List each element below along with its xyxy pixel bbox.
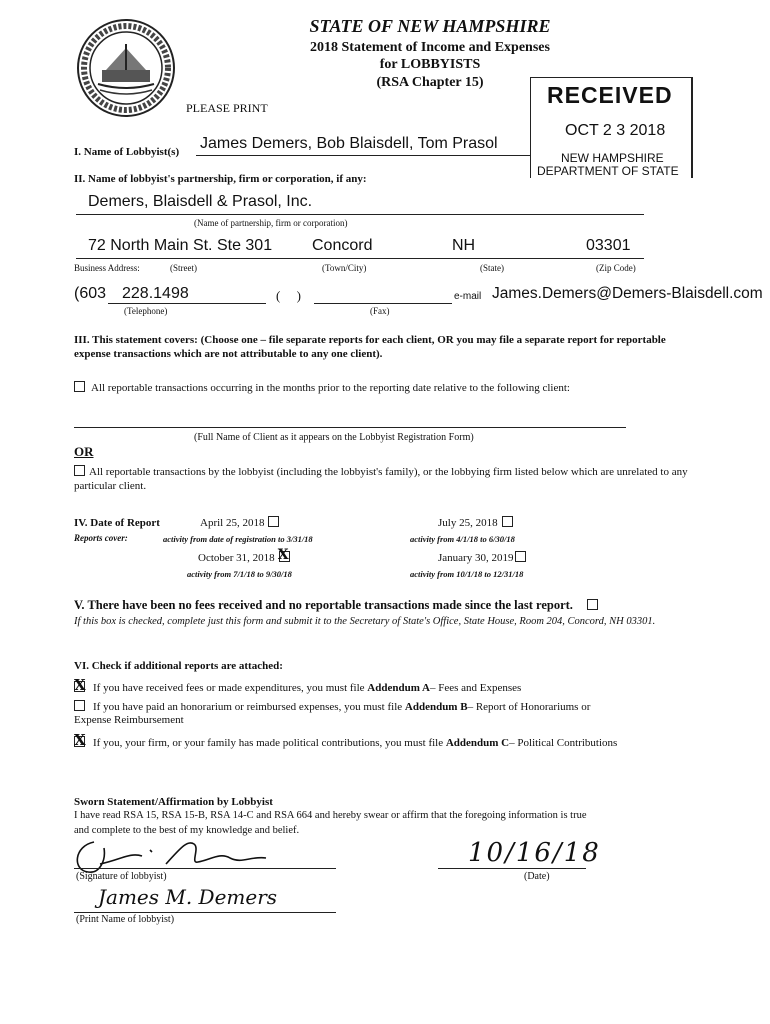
city-caption: (Town/City) — [322, 263, 367, 273]
sworn-text-1: I have read RSA 15, RSA 15-B, RSA 14-C and RSA 664 and hereby swear or affirm that the foregoing information is true — [74, 810, 587, 821]
or-label: OR — [74, 444, 94, 459]
report-january-sub: activity from 10/1/18 to 12/31/18 — [410, 569, 524, 579]
stamp-line1: NEW HAMPSHIRE — [561, 151, 664, 165]
addendum-a-checkbox[interactable] — [74, 676, 86, 694]
report-date-january: January 30, 2019 — [438, 551, 526, 564]
no-fees-checkbox[interactable] — [587, 599, 598, 610]
report-date-july: July 25, 2018 — [438, 516, 513, 529]
client-caption: (Full Name of Client as it appears on the Lobbyist Registration Form) — [194, 432, 474, 443]
area-code: (603 — [74, 285, 107, 302]
email-field[interactable]: James.Demers@Demers-Blaisdell.com — [492, 285, 763, 302]
city-field[interactable]: Concord — [312, 237, 373, 254]
state-caption: (State) — [480, 263, 504, 273]
please-print-label: PLEASE PRINT — [186, 101, 268, 115]
addendum-a-mark: X — [74, 676, 86, 694]
additional-reports-label: VI. Check if additional reports are attached: — [74, 660, 283, 672]
stamp-date: OCT 2 3 2018 — [565, 122, 666, 139]
no-fees-note: If this box is checked, complete just this form and submit it to the Secretary of State's Office, State House, Room 204, Concord, NH 03301. — [74, 616, 656, 627]
fax-caption: (Fax) — [370, 306, 390, 316]
form-statement-title: 2018 Statement of Income and Expenses — [310, 40, 550, 55]
report-july-sub: activity from 4/1/18 to 6/30/18 — [410, 534, 515, 544]
zip-caption: (Zip Code) — [596, 263, 636, 273]
area-code-value[interactable]: 603 — [79, 285, 107, 302]
state-field[interactable]: NH — [452, 237, 476, 254]
print-name-field[interactable]: James M. Demers — [98, 885, 278, 909]
addendum-b-row: If you have paid an honorarium or reimbursed expenses, you must file Addendum B– Report of Honorariums or — [74, 700, 590, 713]
report-date-april: April 25, 2018 — [200, 516, 279, 529]
report-october-sub: activity from 7/1/18 to 9/30/18 — [187, 569, 292, 579]
state-seal — [76, 18, 176, 118]
client-option-text: All reportable transactions occurring in the months prior to the reporting date relative to the following client: — [91, 382, 570, 394]
firm-caption: (Name of partnership, firm or corporation) — [194, 218, 348, 228]
telephone-caption: (Telephone) — [124, 306, 168, 316]
form-rsa-line: (RSA Chapter 15) — [376, 75, 484, 90]
phone-field[interactable]: 228.1498 — [122, 285, 189, 302]
statement-covers-label: III. This statement covers: (Choose one – file separate reports for each client, OR you may file a separate report for reportable expense transactions which are not attributable to any one client). — [74, 334, 666, 360]
street-field[interactable]: 72 North Main St. Ste 301 — [88, 237, 273, 254]
july-checkbox[interactable] — [502, 516, 513, 527]
unrelated-option-checkbox[interactable] — [74, 465, 85, 476]
date-caption: (Date) — [524, 871, 550, 882]
october-check-mark: X — [277, 547, 289, 563]
zip-field[interactable]: 03301 — [586, 237, 631, 254]
form-state-title: STATE OF NEW HAMPSHIRE — [309, 16, 551, 36]
signature-caption: (Signature of lobbyist) — [76, 871, 167, 882]
stamp-line2: DEPARTMENT OF STATE — [537, 164, 679, 178]
client-option — [74, 381, 570, 394]
addendum-c-row: X If you, your firm, or your family has made political contributions, you must file Addendum C– Political Contributions — [74, 731, 618, 749]
april-checkbox[interactable] — [268, 516, 279, 527]
sworn-title: Sworn Statement/Affirmation by Lobbyist — [74, 796, 273, 808]
sign-date-field[interactable]: 10/16/18 — [468, 838, 601, 868]
firm-label: II. Name of lobbyist's partnership, firm or corporation, if any: — [74, 173, 367, 185]
no-fees-line — [74, 598, 598, 613]
fax-paren: ( ) — [276, 288, 301, 303]
addendum-c-mark: X — [74, 731, 86, 749]
print-name-caption: (Print Name of lobbyist) — [76, 914, 175, 925]
no-fees-label: V. There have been no fees received and no reportable transactions made since the last report. — [74, 598, 573, 612]
client-option-checkbox[interactable] — [74, 381, 85, 392]
report-april-sub: activity from date of registration to 3/31/18 — [163, 534, 313, 544]
lobbyist-name-label: I. Name of Lobbyist(s) — [74, 146, 180, 158]
addendum-b-checkbox[interactable] — [74, 700, 85, 711]
stamp-received-text: RECEIVED — [547, 82, 673, 108]
addendum-b-line2: Expense Reimbursement — [74, 714, 184, 726]
received-stamp — [530, 77, 693, 178]
addendum-a-row: X If you have received fees or made expenditures, you must file Addendum A– Fees and Expenses — [74, 676, 522, 694]
street-caption: (Street) — [170, 263, 197, 273]
lobbyist-name-field[interactable]: James Demers, Bob Blaisdell, Tom Prasol — [200, 135, 498, 152]
state-seal-icon — [76, 18, 176, 118]
reports-cover-label: Reports cover: — [74, 533, 128, 543]
unrelated-option-text: All reportable transactions by the lobbyist (including the lobbyist's family), or the lobbying firm listed below which are unrelated to any particular client. — [74, 466, 688, 492]
date-of-report-label: IV. Date of Report — [74, 517, 160, 529]
unrelated-option — [74, 465, 694, 493]
sworn-text-2: and complete to the best of my knowledge and belief. — [74, 825, 300, 836]
email-label: e-mail — [454, 291, 482, 302]
form-for-line: for LOBBYISTS — [379, 57, 481, 72]
firm-name-field[interactable]: Demers, Blaisdell & Prasol, Inc. — [88, 193, 313, 210]
business-address-caption: Business Address: — [74, 263, 140, 273]
october-checkbox[interactable] — [277, 547, 290, 563]
january-checkbox[interactable] — [515, 551, 526, 562]
addendum-c-checkbox[interactable] — [74, 731, 86, 749]
report-date-october: October 31, 2018 X — [198, 547, 289, 564]
